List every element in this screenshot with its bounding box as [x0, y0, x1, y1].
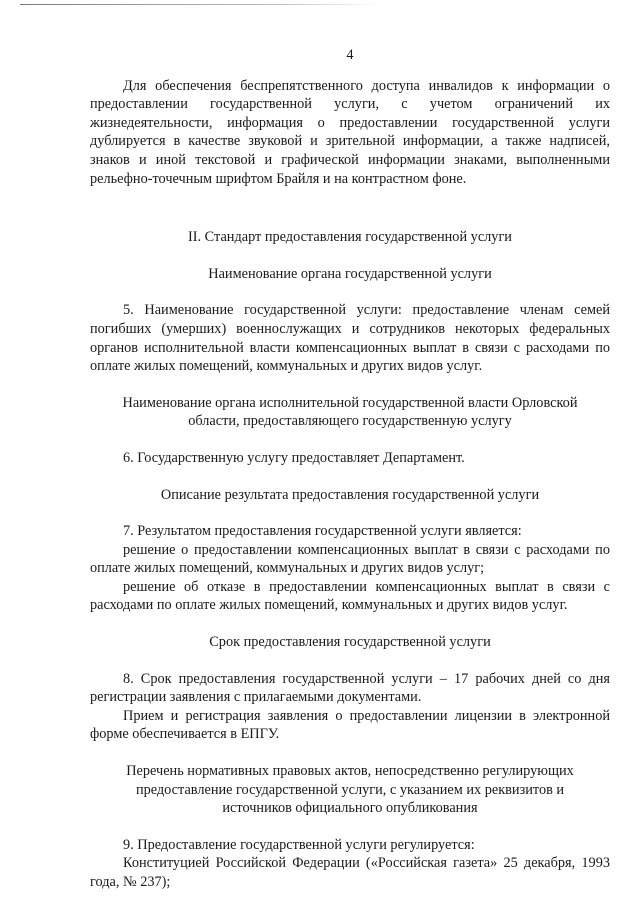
item-8: 8. Срок предоставления государственной услуги – 17 рабочих дней со дня регистрации заявления с прилагаемыми документами. [90, 670, 610, 706]
section-title: II. Стандарт предоставления государственной услуги [188, 229, 512, 246]
item-7-intro: 7. Результатом предоставления государственной услуги является: [123, 523, 522, 540]
item-9-intro: 9. Предоставление государственной услуги регулируется: [123, 836, 475, 853]
scan-artifact-line [20, 4, 380, 5]
intro-paragraph: Для обеспечения беспрепятственного доступа инвалидов к информации о предоставлении государственной услуги, с учетом ограничений их жизнедеятельности, информация о предоставлении государственной услуги дублируется в качестве звуковой и зрительной информации, а также надписей, знаков и иной текстовой и графической информации знаками, выполненными рельефно-точечным шрифтом Брайля и на контрастном фоне. [90, 77, 610, 187]
item-5: 5. Наименование государственной услуги: предоставление членам семей погибших (умерших) военнослужащих и сотрудников некоторых федеральных органов исполнительной власти компенсационных выплат в связи с расходами по оплате жилых помещений, коммунальных и других видов услуг. [90, 302, 610, 375]
term-heading: Срок предоставления государственной услуги [209, 634, 491, 651]
acts-heading: Перечень нормативных правовых актов, непосредственно регулирующих предоставление государственной услуги, с указанием их реквизитов и источников официального опубликования [126, 763, 574, 817]
item-8-electronic: Прием и регистрация заявления о предоставлении лицензии в электронной форме обеспечивается в ЕПГУ. [90, 707, 610, 743]
item-6: 6. Государственную услугу предоставляет Департамент. [123, 449, 465, 466]
item-9-constitution: Конституцией Российской Федерации («Российская газета» 25 декабря, 1993 года, № 237); [90, 855, 610, 890]
page-number: 4 [346, 47, 354, 63]
item-7-decision-grant: решение о предоставлении компенсационных выплат в связи с расходами по оплате жилых помещений, коммунальных и других видов услуг; [90, 541, 610, 577]
item-7-decision-refuse: решение об отказе в предоставлении компенсационных выплат в связи с расходами по оплате жилых помещений, коммунальных и других видов услуг. [90, 578, 610, 614]
result-heading: Описание результата предоставления государственной услуги [160, 486, 540, 503]
document-page [90, 46, 610, 892]
name-heading: Наименование органа государственной услуги [208, 265, 492, 282]
authority-heading: Наименование органа исполнительной государственной власти Орловской области, предоставляющего государственную услугу [122, 394, 578, 430]
